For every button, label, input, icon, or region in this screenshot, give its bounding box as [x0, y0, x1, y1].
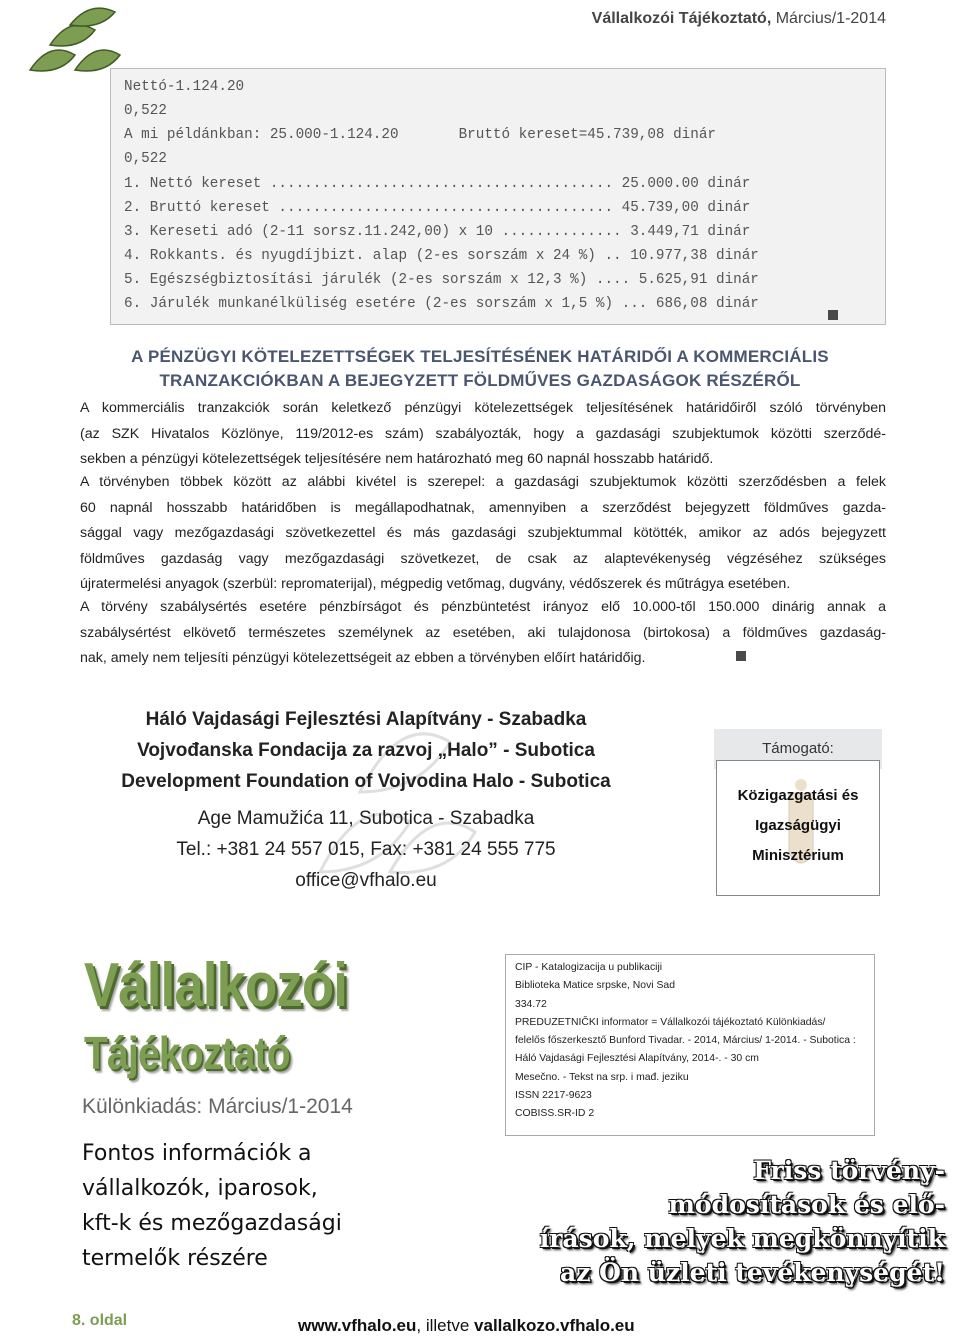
text-line: A kommerciális tranzakciók során keletkező pénzügyi kötelezettségek teljesítésének határidőiről szóló törvényben [80, 400, 886, 416]
org-name-hu: Háló Vajdasági Fejlesztési Alapítvány - Szabadka [145, 709, 587, 730]
text-line: szabálysértést elkövető természetes személynek az esetében, aki tulajdonosa (birtokosa) a földműves gazdaság- [80, 624, 886, 641]
paragraph-1 [80, 396, 886, 473]
calc-line: A mi példánkban: 25.000-1.124.20 Bruttó kereset=45.739,08 dinár [124, 127, 716, 143]
slogan-line: Friss törvény- [753, 1156, 945, 1185]
text-line: A törvényben többek között az alábbi kivétel is szerepel: a gazdasági szubjektumok közötti szerződésben a felek [80, 474, 886, 490]
info-line: Fontos információk a [82, 1141, 312, 1166]
running-header [592, 10, 886, 28]
ministry-box [716, 760, 880, 896]
footer-links [298, 1316, 635, 1336]
info-line: vállalkozók, iparosok, [82, 1176, 318, 1201]
page-number: 8. oldal [72, 1312, 128, 1329]
org-address: Age Mamužića 11, Subotica - Szabadka [197, 808, 535, 829]
cip-line: Háló Vajdasági Fejlesztési Alapítvány, 2014-. - 30 cm [515, 1053, 759, 1065]
audience-info [82, 1136, 342, 1276]
website-link[interactable]: www.vfhalo.eu [298, 1316, 417, 1335]
cip-line: PREDUZETNIČKI informator = Vállalkozói tájékoztató Különkiadás/ [515, 1016, 826, 1028]
calc-line: Nettó-1.124.20 [124, 79, 245, 95]
heading-line: A PÉNZÜGYI KÖTELEZETTSÉGEK TELJESÍTÉSÉNEK HATÁRIDŐI A KOMMERCIÁLIS [131, 347, 829, 366]
website-link-2[interactable]: vallalkozo.vfhalo.eu [474, 1316, 635, 1335]
calc-line: 3. Kereseti adó (2-11 sorsz.11.242,00) x 10 .............. 3.449,71 dinár [124, 224, 751, 240]
calc-line: 0,522 [124, 151, 167, 167]
ministry-line: Közigazgatási és [737, 787, 859, 804]
organization-block [80, 704, 652, 896]
calc-line: 4. Rokkants. és nyugdíjbizt. alap (2-es sorszám x 24 %) .. 10.977,38 dinár [124, 248, 759, 264]
text-line: nak, amely nem teljesíti pénzügyi kötelezettségeit az ebben a törvényben előírt határidőig. [80, 650, 646, 666]
text-line: A törvény szabálysértés esetére pénzbírságot és pénzbüntetést irányoz elő 10.000-től 150.000 dinárig annak a [80, 599, 886, 615]
org-phone: Tel.: +381 24 557 015, Fax: +381 24 555 775 [176, 839, 556, 860]
org-name-en: Development Foundation of Vojvodina Halo - Subotica [121, 771, 611, 792]
ministry-line: Minisztérium [752, 847, 844, 864]
section-heading [0, 345, 960, 393]
cip-line: felelős főszerkesztő Bunford Tivadar. - 2014, Március/ 1-2014. - Subotica : [515, 1035, 856, 1047]
text-line: 60 napnál hosszabb határidőben is megállapodhatnak, amennyiben a szerződést bejegyzett földműves gazda- [80, 499, 886, 516]
link-separator: , illetve [416, 1316, 475, 1335]
calc-line: 2. Bruttó kereset ....................................... 45.739,00 dinár [124, 200, 751, 216]
calc-line: 6. Járulék munkanélküliség esetére (2-es sorszám x 1,5 %) ... 686,08 dinár [124, 296, 759, 312]
calc-line: 5. Egészségbiztosítási járulék (2-es sorszám x 12,3 %) .... 5.625,91 dinár [124, 272, 759, 288]
org-email[interactable]: office@vfhalo.eu [295, 870, 437, 891]
ministry-line: Igazságügyi [755, 817, 841, 834]
calc-line: 1. Nettó kereset ........................................ 25.000.00 dinár [124, 176, 751, 192]
special-edition-label: Különkiadás: Március/1-2014 [82, 1095, 353, 1118]
publication-name: Vállalkozói Tájékoztató, [591, 10, 772, 27]
publication-title-line2: Tájékoztató [84, 1027, 290, 1079]
slogan-line: az Ön üzleti tevékenységét! [560, 1258, 945, 1287]
heading-line: TRANZAKCIÓKBAN A BEJEGYZETT FÖLDMŰVES GAZDASÁGOK RÉSZÉRŐL [159, 371, 801, 390]
issue-label: Március/1-2014 [775, 10, 886, 27]
end-mark-icon [828, 310, 838, 320]
end-mark-icon [736, 651, 746, 661]
text-line: (az SZK Hivatalos Közlönye, 119/2012-es szám) szabályozták, hogy a gazdasági szubjektumok közötti szerződé- [80, 425, 886, 442]
text-line: újratermelési anyagok (szerbül: repromaterijal), mégpedig vetőmag, dugvány, védőszerek és műtrágya esetében. [80, 576, 791, 592]
sponsor-label: Támogató: [762, 740, 834, 757]
org-name-sr: Vojvođanska Fondacija za razvoj „Halo” - Subotica [137, 740, 595, 761]
slogan-line: írások, melyek megkönnyítik [539, 1224, 945, 1253]
calculation-box [110, 68, 886, 325]
cip-line: ISSN 2217-9623 [515, 1090, 592, 1102]
cip-line: 334.72 [515, 998, 547, 1010]
calc-line: 0,522 [124, 103, 167, 119]
paragraph-2 [80, 470, 886, 598]
publication-title-line1: Vállalkozói [84, 951, 348, 1020]
text-line: sággal vagy mezőgazdasági szövetkezettel és más gazdasági szubjektummal kötötték, amikor az adós bejegyzett [80, 525, 886, 541]
cip-line: Biblioteka Matice srpske, Novi Sad [515, 980, 675, 992]
slogan [480, 1154, 945, 1290]
text-line: földműves gazdaság vagy mezőgazdasági szövetkezet, de csak az alaptevékenység végzéséhez szükséges [80, 550, 886, 567]
info-line: termelők részére [82, 1246, 268, 1271]
paragraph-3 [80, 595, 886, 672]
cip-line: Mesečno. - Tekst na srp. i mađ. jeziku [515, 1071, 689, 1083]
info-line: kft-k és mezőgazdasági [82, 1211, 342, 1236]
cip-line: COBISS.SR-ID 2 [515, 1108, 595, 1120]
text-line: sekben a pénzügyi kötelezettségek teljesítésére nem határozható meg 60 napnál hosszabb határidő. [80, 451, 714, 467]
cip-catalog-box [505, 954, 875, 1136]
cip-line: CIP - Katalogizacija u publikaciji [515, 962, 663, 973]
slogan-line: módosítások és elő- [668, 1190, 945, 1219]
